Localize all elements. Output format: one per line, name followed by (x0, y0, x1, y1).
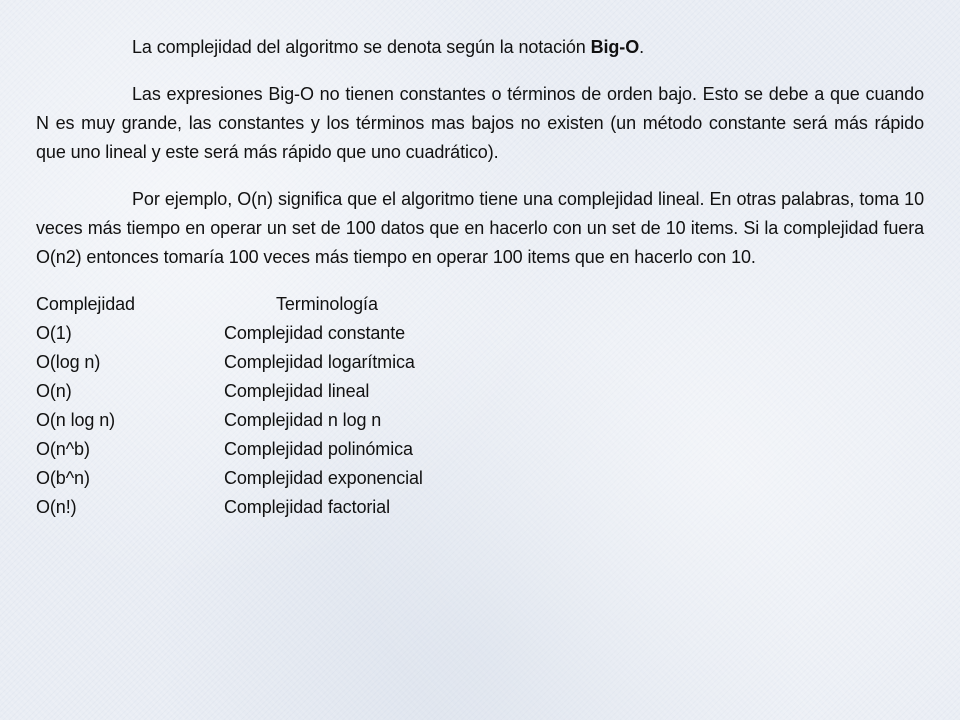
table-cell-term: Complejidad polinómica (224, 439, 413, 459)
table-cell-term: Complejidad logarítmica (224, 352, 415, 372)
table-cell-complexity: O(b^n) (36, 468, 90, 488)
table-cell-complexity: O(n!) (36, 497, 77, 517)
table-header-complexity: Complejidad (36, 294, 135, 314)
table-cell-complexity: O(n) (36, 381, 72, 401)
table-cell-complexity: O(n^b) (36, 439, 90, 459)
table-cell-term: Complejidad lineal (224, 381, 370, 401)
paragraph-example: Por ejemplo, O(n) significa que el algoritmo tiene una complejidad lineal. En otras palabras, toma 10 veces más tiempo en operar un set de 100 datos que en hacerlo con un set de 10 items. Si la complejidad fuera O(n2) entonces tomaría 100 veces más tiempo en operar 100 items que en hacerlo con 10. (36, 189, 924, 267)
paragraph-big-o-intro-end: . (639, 37, 645, 57)
paragraph-big-o-intro-text: La complejidad del algoritmo se denota según la notación (132, 37, 591, 57)
paragraph-big-o-intro (36, 33, 924, 62)
table-cell-term: Complejidad exponencial (224, 468, 423, 488)
slide-content (36, 33, 924, 522)
table-cell-term: Complejidad constante (224, 323, 406, 343)
table-header-terminology: Terminología (276, 294, 378, 314)
paragraph-constants: Las expresiones Big-O no tienen constantes o términos de orden bajo. Esto se debe a que cuando N es muy grande, las constantes y los términos mas bajos no existen (un método constante será más rápido que uno lineal y este será más rápido que uno cuadrático). (36, 84, 924, 162)
table-cell-complexity: O(n log n) (36, 410, 116, 430)
complexity-table (36, 290, 924, 522)
table-cell-complexity: O(1) (36, 323, 72, 343)
table-cell-term: Complejidad factorial (224, 497, 390, 517)
big-o-term: Big-O (590, 37, 640, 57)
table-cell-complexity: O(log n) (36, 352, 101, 372)
table-cell-term: Complejidad n log n (224, 410, 382, 430)
